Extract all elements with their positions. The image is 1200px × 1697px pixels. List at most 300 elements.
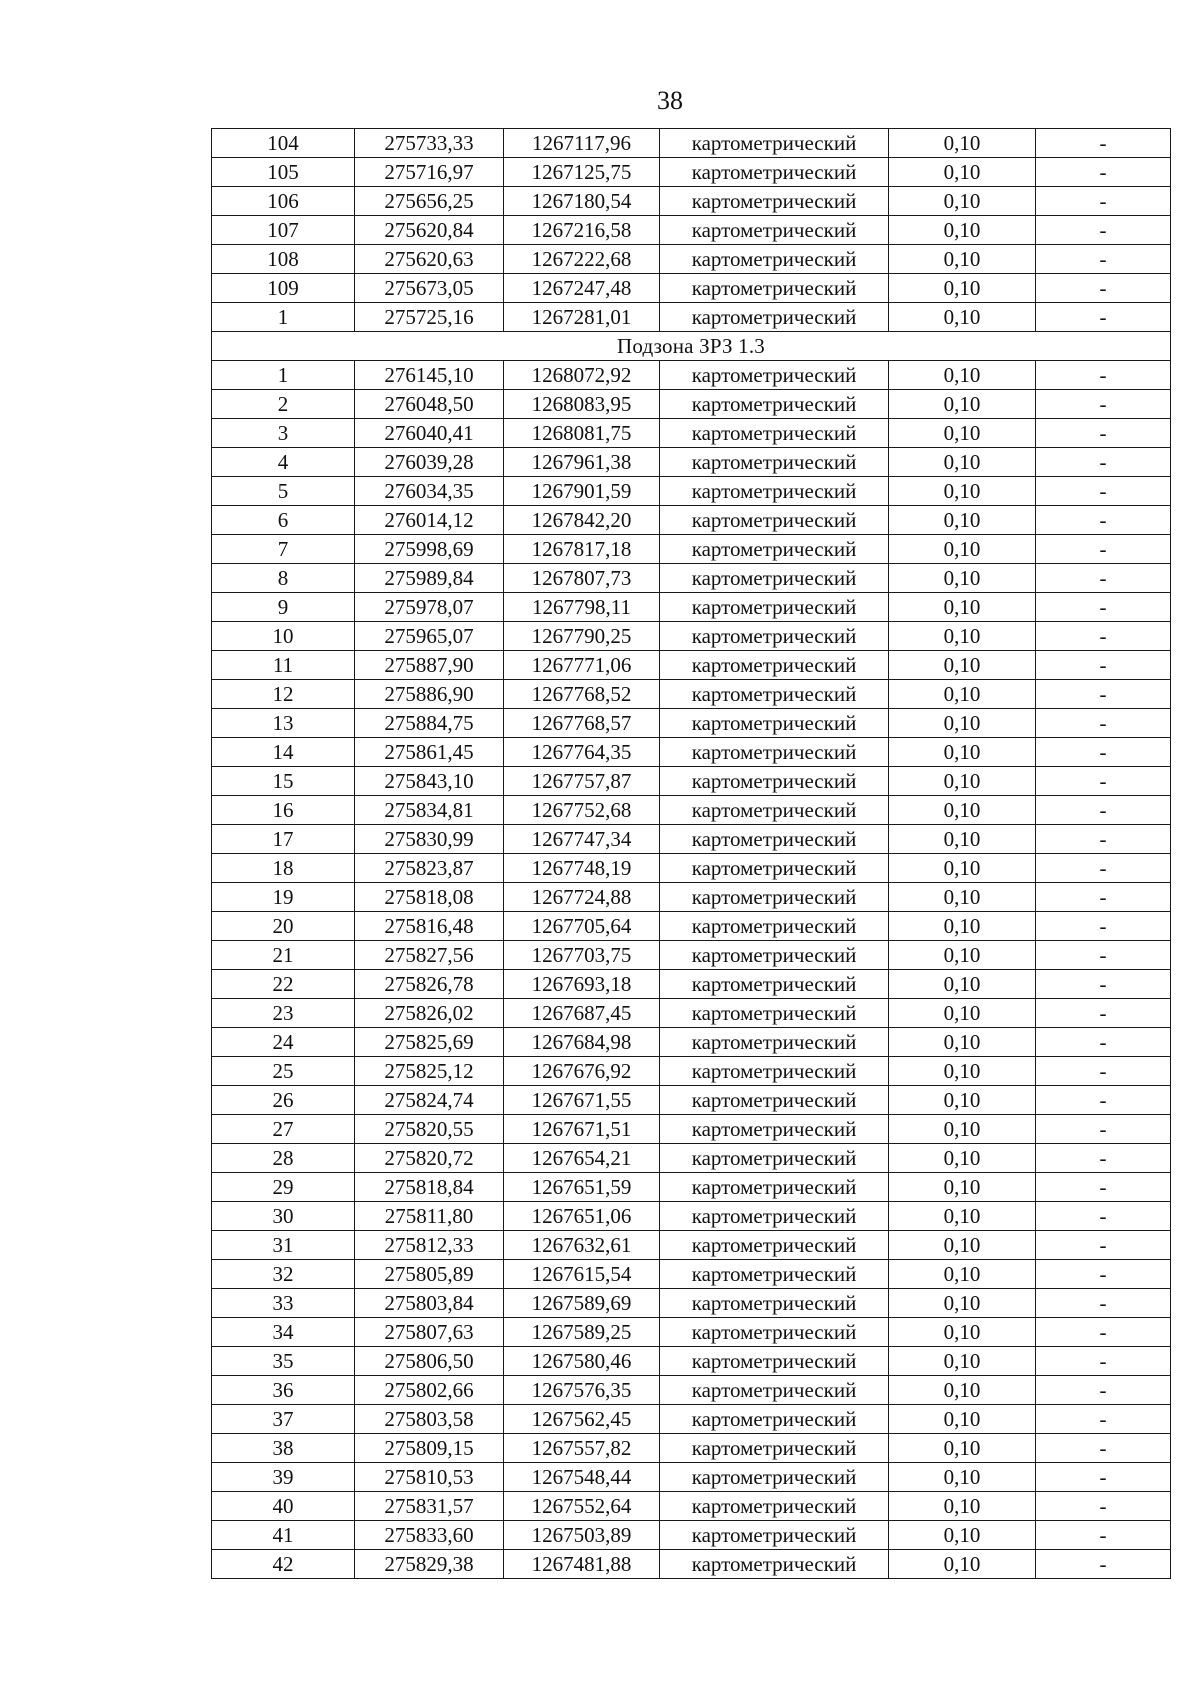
note-cell: - bbox=[1036, 1028, 1171, 1057]
note-cell: - bbox=[1036, 303, 1171, 332]
accuracy-cell: 0,10 bbox=[889, 216, 1036, 245]
table-row bbox=[212, 158, 1171, 187]
accuracy-cell: 0,10 bbox=[889, 680, 1036, 709]
x-coordinate-cell: 275826,78 bbox=[355, 970, 504, 999]
x-coordinate-cell: 275673,05 bbox=[355, 274, 504, 303]
x-coordinate-cell: 275805,89 bbox=[355, 1260, 504, 1289]
method-cell: картометрический bbox=[660, 1347, 889, 1376]
x-coordinate-cell: 275843,10 bbox=[355, 767, 504, 796]
x-coordinate-cell: 275833,60 bbox=[355, 1521, 504, 1550]
x-coordinate-cell: 275886,90 bbox=[355, 680, 504, 709]
point-number-cell: 8 bbox=[212, 564, 355, 593]
method-cell: картометрический bbox=[660, 651, 889, 680]
x-coordinate-cell: 275861,45 bbox=[355, 738, 504, 767]
method-cell: картометрический bbox=[660, 1434, 889, 1463]
table-row bbox=[212, 1289, 1171, 1318]
y-coordinate-cell: 1267703,75 bbox=[504, 941, 660, 970]
accuracy-cell: 0,10 bbox=[889, 709, 1036, 738]
note-cell: - bbox=[1036, 129, 1171, 158]
table-row bbox=[212, 825, 1171, 854]
note-cell: - bbox=[1036, 1173, 1171, 1202]
table-row bbox=[212, 1086, 1171, 1115]
note-cell: - bbox=[1036, 1405, 1171, 1434]
accuracy-cell: 0,10 bbox=[889, 767, 1036, 796]
x-coordinate-cell: 275810,53 bbox=[355, 1463, 504, 1492]
point-number-cell: 28 bbox=[212, 1144, 355, 1173]
y-coordinate-cell: 1267503,89 bbox=[504, 1521, 660, 1550]
table-row bbox=[212, 796, 1171, 825]
note-cell: - bbox=[1036, 854, 1171, 883]
table-row bbox=[212, 448, 1171, 477]
accuracy-cell: 0,10 bbox=[889, 651, 1036, 680]
method-cell: картометрический bbox=[660, 941, 889, 970]
point-number-cell: 14 bbox=[212, 738, 355, 767]
x-coordinate-cell: 275803,58 bbox=[355, 1405, 504, 1434]
note-cell: - bbox=[1036, 709, 1171, 738]
x-coordinate-cell: 276040,41 bbox=[355, 419, 504, 448]
point-number-cell: 33 bbox=[212, 1289, 355, 1318]
point-number-cell: 39 bbox=[212, 1463, 355, 1492]
point-number-cell: 2 bbox=[212, 390, 355, 419]
point-number-cell: 6 bbox=[212, 506, 355, 535]
accuracy-cell: 0,10 bbox=[889, 593, 1036, 622]
method-cell: картометрический bbox=[660, 999, 889, 1028]
accuracy-cell: 0,10 bbox=[889, 1550, 1036, 1579]
method-cell: картометрический bbox=[660, 1144, 889, 1173]
note-cell: - bbox=[1036, 1289, 1171, 1318]
x-coordinate-cell: 276039,28 bbox=[355, 448, 504, 477]
x-coordinate-cell: 275887,90 bbox=[355, 651, 504, 680]
note-cell: - bbox=[1036, 1347, 1171, 1376]
y-coordinate-cell: 1267748,19 bbox=[504, 854, 660, 883]
point-number-cell: 21 bbox=[212, 941, 355, 970]
table-row bbox=[212, 274, 1171, 303]
point-number-cell: 3 bbox=[212, 419, 355, 448]
table-row bbox=[212, 506, 1171, 535]
table-row bbox=[212, 419, 1171, 448]
y-coordinate-cell: 1267125,75 bbox=[504, 158, 660, 187]
point-number-cell: 1 bbox=[212, 361, 355, 390]
method-cell: картометрический bbox=[660, 1028, 889, 1057]
point-number-cell: 36 bbox=[212, 1376, 355, 1405]
accuracy-cell: 0,10 bbox=[889, 1144, 1036, 1173]
y-coordinate-cell: 1267651,06 bbox=[504, 1202, 660, 1231]
x-coordinate-cell: 275825,69 bbox=[355, 1028, 504, 1057]
accuracy-cell: 0,10 bbox=[889, 390, 1036, 419]
note-cell: - bbox=[1036, 883, 1171, 912]
accuracy-cell: 0,10 bbox=[889, 1086, 1036, 1115]
table-row bbox=[212, 1521, 1171, 1550]
table-row bbox=[212, 709, 1171, 738]
y-coordinate-cell: 1267632,61 bbox=[504, 1231, 660, 1260]
table-row bbox=[212, 477, 1171, 506]
table-row bbox=[212, 1376, 1171, 1405]
x-coordinate-cell: 275820,72 bbox=[355, 1144, 504, 1173]
y-coordinate-cell: 1267705,64 bbox=[504, 912, 660, 941]
y-coordinate-cell: 1267757,87 bbox=[504, 767, 660, 796]
accuracy-cell: 0,10 bbox=[889, 1202, 1036, 1231]
x-coordinate-cell: 275812,33 bbox=[355, 1231, 504, 1260]
x-coordinate-cell: 275978,07 bbox=[355, 593, 504, 622]
y-coordinate-cell: 1268072,92 bbox=[504, 361, 660, 390]
accuracy-cell: 0,10 bbox=[889, 970, 1036, 999]
table-row bbox=[212, 1318, 1171, 1347]
note-cell: - bbox=[1036, 622, 1171, 651]
method-cell: картометрический bbox=[660, 245, 889, 274]
accuracy-cell: 0,10 bbox=[889, 1115, 1036, 1144]
point-number-cell: 108 bbox=[212, 245, 355, 274]
point-number-cell: 4 bbox=[212, 448, 355, 477]
point-number-cell: 20 bbox=[212, 912, 355, 941]
point-number-cell: 15 bbox=[212, 767, 355, 796]
point-number-cell: 10 bbox=[212, 622, 355, 651]
method-cell: картометрический bbox=[660, 767, 889, 796]
x-coordinate-cell: 275807,63 bbox=[355, 1318, 504, 1347]
note-cell: - bbox=[1036, 361, 1171, 390]
x-coordinate-cell: 275620,63 bbox=[355, 245, 504, 274]
y-coordinate-cell: 1267747,34 bbox=[504, 825, 660, 854]
y-coordinate-cell: 1267222,68 bbox=[504, 245, 660, 274]
table-row bbox=[212, 1115, 1171, 1144]
x-coordinate-cell: 275716,97 bbox=[355, 158, 504, 187]
accuracy-cell: 0,10 bbox=[889, 1231, 1036, 1260]
y-coordinate-cell: 1267807,73 bbox=[504, 564, 660, 593]
point-number-cell: 104 bbox=[212, 129, 355, 158]
note-cell: - bbox=[1036, 1318, 1171, 1347]
method-cell: картометрический bbox=[660, 158, 889, 187]
point-number-cell: 29 bbox=[212, 1173, 355, 1202]
table-row bbox=[212, 912, 1171, 941]
y-coordinate-cell: 1267724,88 bbox=[504, 883, 660, 912]
section-title: Подзона ЗРЗ 1.3 bbox=[212, 332, 1171, 361]
table-row bbox=[212, 564, 1171, 593]
y-coordinate-cell: 1267768,57 bbox=[504, 709, 660, 738]
accuracy-cell: 0,10 bbox=[889, 999, 1036, 1028]
accuracy-cell: 0,10 bbox=[889, 825, 1036, 854]
method-cell: картометрический bbox=[660, 912, 889, 941]
note-cell: - bbox=[1036, 245, 1171, 274]
method-cell: картометрический bbox=[660, 419, 889, 448]
point-number-cell: 26 bbox=[212, 1086, 355, 1115]
accuracy-cell: 0,10 bbox=[889, 187, 1036, 216]
accuracy-cell: 0,10 bbox=[889, 448, 1036, 477]
point-number-cell: 23 bbox=[212, 999, 355, 1028]
x-coordinate-cell: 275823,87 bbox=[355, 854, 504, 883]
point-number-cell: 38 bbox=[212, 1434, 355, 1463]
method-cell: картометрический bbox=[660, 477, 889, 506]
accuracy-cell: 0,10 bbox=[889, 1260, 1036, 1289]
accuracy-cell: 0,10 bbox=[889, 245, 1036, 274]
y-coordinate-cell: 1267576,35 bbox=[504, 1376, 660, 1405]
method-cell: картометрический bbox=[660, 1057, 889, 1086]
y-coordinate-cell: 1267768,52 bbox=[504, 680, 660, 709]
x-coordinate-cell: 276048,50 bbox=[355, 390, 504, 419]
point-number-cell: 13 bbox=[212, 709, 355, 738]
y-coordinate-cell: 1267216,58 bbox=[504, 216, 660, 245]
y-coordinate-cell: 1267676,92 bbox=[504, 1057, 660, 1086]
note-cell: - bbox=[1036, 1376, 1171, 1405]
note-cell: - bbox=[1036, 999, 1171, 1028]
page-number: 38 bbox=[657, 86, 683, 115]
x-coordinate-cell: 275829,38 bbox=[355, 1550, 504, 1579]
y-coordinate-cell: 1267901,59 bbox=[504, 477, 660, 506]
point-number-cell: 7 bbox=[212, 535, 355, 564]
coordinates-table bbox=[211, 128, 1171, 1579]
note-cell: - bbox=[1036, 419, 1171, 448]
accuracy-cell: 0,10 bbox=[889, 1289, 1036, 1318]
accuracy-cell: 0,10 bbox=[889, 1347, 1036, 1376]
x-coordinate-cell: 275816,48 bbox=[355, 912, 504, 941]
note-cell: - bbox=[1036, 680, 1171, 709]
y-coordinate-cell: 1267687,45 bbox=[504, 999, 660, 1028]
method-cell: картометрический bbox=[660, 448, 889, 477]
note-cell: - bbox=[1036, 738, 1171, 767]
method-cell: картометрический bbox=[660, 1202, 889, 1231]
point-number-cell: 1 bbox=[212, 303, 355, 332]
y-coordinate-cell: 1267651,59 bbox=[504, 1173, 660, 1202]
point-number-cell: 19 bbox=[212, 883, 355, 912]
method-cell: картометрический bbox=[660, 738, 889, 767]
method-cell: картометрический bbox=[660, 883, 889, 912]
point-number-cell: 11 bbox=[212, 651, 355, 680]
method-cell: картометрический bbox=[660, 187, 889, 216]
y-coordinate-cell: 1267580,46 bbox=[504, 1347, 660, 1376]
table-row bbox=[212, 1463, 1171, 1492]
method-cell: картометрический bbox=[660, 1260, 889, 1289]
y-coordinate-cell: 1267548,44 bbox=[504, 1463, 660, 1492]
accuracy-cell: 0,10 bbox=[889, 1492, 1036, 1521]
y-coordinate-cell: 1267557,82 bbox=[504, 1434, 660, 1463]
x-coordinate-cell: 275965,07 bbox=[355, 622, 504, 651]
x-coordinate-cell: 275989,84 bbox=[355, 564, 504, 593]
note-cell: - bbox=[1036, 274, 1171, 303]
table-row bbox=[212, 1173, 1171, 1202]
x-coordinate-cell: 275809,15 bbox=[355, 1434, 504, 1463]
x-coordinate-cell: 275831,57 bbox=[355, 1492, 504, 1521]
accuracy-cell: 0,10 bbox=[889, 1318, 1036, 1347]
accuracy-cell: 0,10 bbox=[889, 622, 1036, 651]
table-row bbox=[212, 941, 1171, 970]
note-cell: - bbox=[1036, 1144, 1171, 1173]
accuracy-cell: 0,10 bbox=[889, 506, 1036, 535]
note-cell: - bbox=[1036, 970, 1171, 999]
point-number-cell: 109 bbox=[212, 274, 355, 303]
x-coordinate-cell: 275824,74 bbox=[355, 1086, 504, 1115]
x-coordinate-cell: 276034,35 bbox=[355, 477, 504, 506]
x-coordinate-cell: 275733,33 bbox=[355, 129, 504, 158]
point-number-cell: 107 bbox=[212, 216, 355, 245]
table-row bbox=[212, 1260, 1171, 1289]
note-cell: - bbox=[1036, 1057, 1171, 1086]
accuracy-cell: 0,10 bbox=[889, 912, 1036, 941]
method-cell: картометрический bbox=[660, 1405, 889, 1434]
accuracy-cell: 0,10 bbox=[889, 1405, 1036, 1434]
table-row bbox=[212, 1202, 1171, 1231]
method-cell: картометрический bbox=[660, 274, 889, 303]
method-cell: картометрический bbox=[660, 564, 889, 593]
y-coordinate-cell: 1267281,01 bbox=[504, 303, 660, 332]
accuracy-cell: 0,10 bbox=[889, 854, 1036, 883]
method-cell: картометрический bbox=[660, 622, 889, 651]
y-coordinate-cell: 1267764,35 bbox=[504, 738, 660, 767]
accuracy-cell: 0,10 bbox=[889, 419, 1036, 448]
note-cell: - bbox=[1036, 1521, 1171, 1550]
note-cell: - bbox=[1036, 767, 1171, 796]
table-body-before-section bbox=[212, 129, 1171, 332]
method-cell: картометрический bbox=[660, 506, 889, 535]
y-coordinate-cell: 1267589,69 bbox=[504, 1289, 660, 1318]
x-coordinate-cell: 275834,81 bbox=[355, 796, 504, 825]
y-coordinate-cell: 1267817,18 bbox=[504, 535, 660, 564]
x-coordinate-cell: 275818,08 bbox=[355, 883, 504, 912]
method-cell: картометрический bbox=[660, 1173, 889, 1202]
method-cell: картометрический bbox=[660, 1086, 889, 1115]
x-coordinate-cell: 275656,25 bbox=[355, 187, 504, 216]
x-coordinate-cell: 276145,10 bbox=[355, 361, 504, 390]
note-cell: - bbox=[1036, 187, 1171, 216]
table-row bbox=[212, 187, 1171, 216]
table-row bbox=[212, 1492, 1171, 1521]
accuracy-cell: 0,10 bbox=[889, 1463, 1036, 1492]
point-number-cell: 42 bbox=[212, 1550, 355, 1579]
table-row bbox=[212, 1028, 1171, 1057]
table-row bbox=[212, 1434, 1171, 1463]
method-cell: картометрический bbox=[660, 1318, 889, 1347]
method-cell: картометрический bbox=[660, 129, 889, 158]
table-section-header bbox=[212, 332, 1171, 361]
accuracy-cell: 0,10 bbox=[889, 796, 1036, 825]
note-cell: - bbox=[1036, 1492, 1171, 1521]
point-number-cell: 9 bbox=[212, 593, 355, 622]
x-coordinate-cell: 275884,75 bbox=[355, 709, 504, 738]
x-coordinate-cell: 275811,80 bbox=[355, 1202, 504, 1231]
accuracy-cell: 0,10 bbox=[889, 941, 1036, 970]
y-coordinate-cell: 1268081,75 bbox=[504, 419, 660, 448]
table-row bbox=[212, 303, 1171, 332]
note-cell: - bbox=[1036, 158, 1171, 187]
method-cell: картометрический bbox=[660, 303, 889, 332]
table-row bbox=[212, 361, 1171, 390]
table-row bbox=[212, 1057, 1171, 1086]
table-row bbox=[212, 1231, 1171, 1260]
method-cell: картометрический bbox=[660, 1463, 889, 1492]
table-row bbox=[212, 216, 1171, 245]
y-coordinate-cell: 1267615,54 bbox=[504, 1260, 660, 1289]
table-row bbox=[212, 129, 1171, 158]
note-cell: - bbox=[1036, 1260, 1171, 1289]
table-row bbox=[212, 680, 1171, 709]
y-coordinate-cell: 1267684,98 bbox=[504, 1028, 660, 1057]
table-row bbox=[212, 854, 1171, 883]
y-coordinate-cell: 1267562,45 bbox=[504, 1405, 660, 1434]
point-number-cell: 41 bbox=[212, 1521, 355, 1550]
table-row bbox=[212, 1405, 1171, 1434]
y-coordinate-cell: 1267117,96 bbox=[504, 129, 660, 158]
method-cell: картометрический bbox=[660, 970, 889, 999]
method-cell: картометрический bbox=[660, 680, 889, 709]
section-row bbox=[212, 332, 1171, 361]
y-coordinate-cell: 1267693,18 bbox=[504, 970, 660, 999]
accuracy-cell: 0,10 bbox=[889, 303, 1036, 332]
point-number-cell: 18 bbox=[212, 854, 355, 883]
note-cell: - bbox=[1036, 390, 1171, 419]
method-cell: картометрический bbox=[660, 709, 889, 738]
x-coordinate-cell: 276014,12 bbox=[355, 506, 504, 535]
table-row bbox=[212, 622, 1171, 651]
note-cell: - bbox=[1036, 564, 1171, 593]
method-cell: картометрический bbox=[660, 216, 889, 245]
method-cell: картометрический bbox=[660, 1289, 889, 1318]
point-number-cell: 31 bbox=[212, 1231, 355, 1260]
accuracy-cell: 0,10 bbox=[889, 1173, 1036, 1202]
method-cell: картометрический bbox=[660, 796, 889, 825]
accuracy-cell: 0,10 bbox=[889, 361, 1036, 390]
accuracy-cell: 0,10 bbox=[889, 535, 1036, 564]
table-row bbox=[212, 767, 1171, 796]
note-cell: - bbox=[1036, 825, 1171, 854]
method-cell: картометрический bbox=[660, 1231, 889, 1260]
accuracy-cell: 0,10 bbox=[889, 1434, 1036, 1463]
x-coordinate-cell: 275830,99 bbox=[355, 825, 504, 854]
x-coordinate-cell: 275820,55 bbox=[355, 1115, 504, 1144]
accuracy-cell: 0,10 bbox=[889, 564, 1036, 593]
y-coordinate-cell: 1267589,25 bbox=[504, 1318, 660, 1347]
accuracy-cell: 0,10 bbox=[889, 477, 1036, 506]
point-number-cell: 37 bbox=[212, 1405, 355, 1434]
accuracy-cell: 0,10 bbox=[889, 738, 1036, 767]
method-cell: картометрический bbox=[660, 1115, 889, 1144]
y-coordinate-cell: 1267790,25 bbox=[504, 622, 660, 651]
note-cell: - bbox=[1036, 535, 1171, 564]
note-cell: - bbox=[1036, 216, 1171, 245]
point-number-cell: 105 bbox=[212, 158, 355, 187]
x-coordinate-cell: 275825,12 bbox=[355, 1057, 504, 1086]
x-coordinate-cell: 275725,16 bbox=[355, 303, 504, 332]
point-number-cell: 22 bbox=[212, 970, 355, 999]
table-row bbox=[212, 883, 1171, 912]
note-cell: - bbox=[1036, 477, 1171, 506]
accuracy-cell: 0,10 bbox=[889, 1028, 1036, 1057]
note-cell: - bbox=[1036, 912, 1171, 941]
y-coordinate-cell: 1267961,38 bbox=[504, 448, 660, 477]
accuracy-cell: 0,10 bbox=[889, 883, 1036, 912]
point-number-cell: 30 bbox=[212, 1202, 355, 1231]
x-coordinate-cell: 275806,50 bbox=[355, 1347, 504, 1376]
x-coordinate-cell: 275998,69 bbox=[355, 535, 504, 564]
point-number-cell: 12 bbox=[212, 680, 355, 709]
accuracy-cell: 0,10 bbox=[889, 1057, 1036, 1086]
table-row bbox=[212, 999, 1171, 1028]
point-number-cell: 25 bbox=[212, 1057, 355, 1086]
y-coordinate-cell: 1267798,11 bbox=[504, 593, 660, 622]
method-cell: картометрический bbox=[660, 390, 889, 419]
note-cell: - bbox=[1036, 1202, 1171, 1231]
x-coordinate-cell: 275818,84 bbox=[355, 1173, 504, 1202]
y-coordinate-cell: 1268083,95 bbox=[504, 390, 660, 419]
x-coordinate-cell: 275802,66 bbox=[355, 1376, 504, 1405]
y-coordinate-cell: 1267752,68 bbox=[504, 796, 660, 825]
point-number-cell: 40 bbox=[212, 1492, 355, 1521]
y-coordinate-cell: 1267654,21 bbox=[504, 1144, 660, 1173]
note-cell: - bbox=[1036, 651, 1171, 680]
x-coordinate-cell: 275620,84 bbox=[355, 216, 504, 245]
accuracy-cell: 0,10 bbox=[889, 158, 1036, 187]
table-row bbox=[212, 1144, 1171, 1173]
table-row bbox=[212, 970, 1171, 999]
note-cell: - bbox=[1036, 1086, 1171, 1115]
point-number-cell: 24 bbox=[212, 1028, 355, 1057]
method-cell: картометрический bbox=[660, 1521, 889, 1550]
